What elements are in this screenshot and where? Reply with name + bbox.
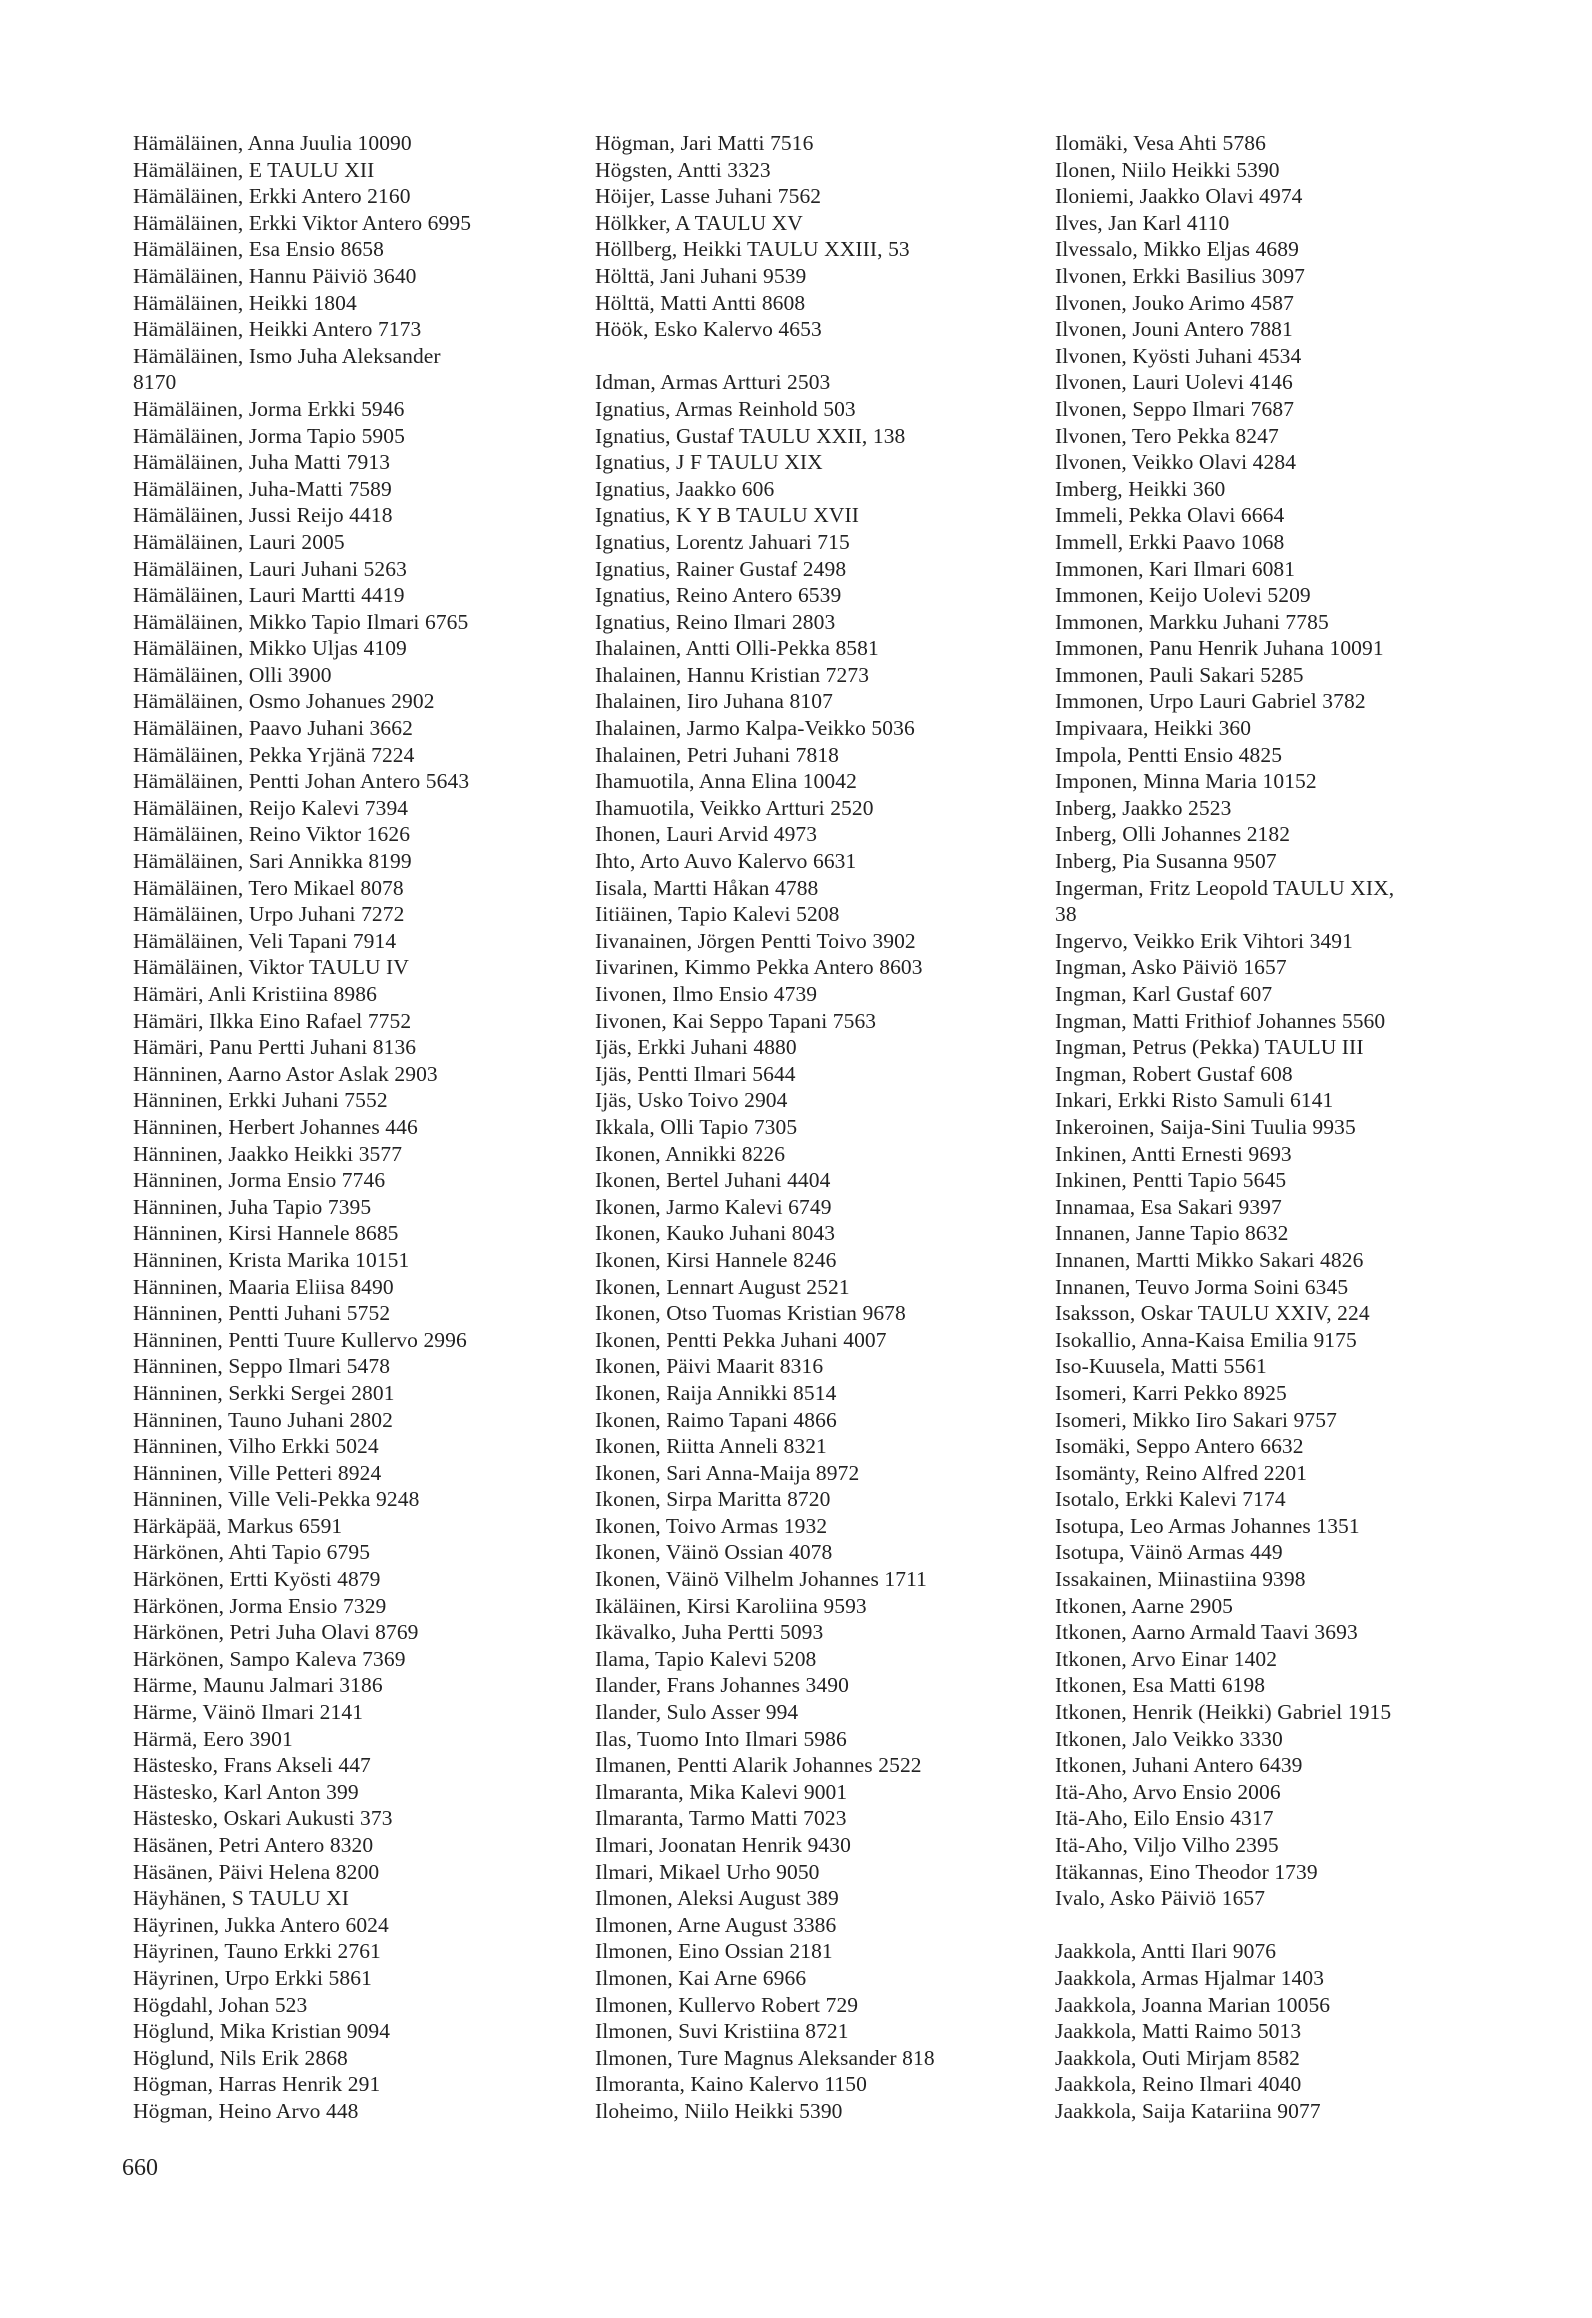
index-entry: Hämäläinen, Sari Annikka 8199 <box>133 849 412 874</box>
index-entry: Hölttä, Matti Antti 8608 <box>595 290 806 315</box>
index-entry: Hämäläinen, Lauri 2005 <box>133 529 345 554</box>
index-entry: Hämäri, Ilkka Eino Rafael 7752 <box>133 1008 412 1033</box>
index-entry: Hölkker, A TAULU XV <box>595 210 803 235</box>
index-entry: Ilmonen, Eino Ossian 2181 <box>595 1939 833 1964</box>
index-entry: Inkari, Erkki Risto Samuli 6141 <box>1055 1088 1334 1113</box>
index-entry: Inkeroinen, Saija-Sini Tuulia 9935 <box>1055 1114 1356 1139</box>
index-entry: Härkönen, Jorma Ensio 7329 <box>133 1593 387 1618</box>
index-entry: Höglund, Nils Erik 2868 <box>133 2045 348 2070</box>
index-entry: Ikonen, Riitta Anneli 8321 <box>595 1434 827 1459</box>
index-entry: Häsänen, Päivi Helena 8200 <box>133 1859 380 1884</box>
index-entry: Hänninen, Tauno Juhani 2802 <box>133 1407 393 1432</box>
index-entry: Ilvonen, Tero Pekka 8247 <box>1055 423 1279 448</box>
index-entry: Hämäläinen, Mikko Uljas 4109 <box>133 636 407 661</box>
index-entry: Isomeri, Karri Pekko 8925 <box>1055 1380 1287 1405</box>
index-column-3 <box>1055 130 1555 2125</box>
index-entry: Ilmonen, Ture Magnus Aleksander 818 <box>595 2045 935 2070</box>
index-entry: Issakainen, Miinastiina 9398 <box>1055 1567 1306 1592</box>
index-entry: Itäkannas, Eino Theodor 1739 <box>1055 1859 1318 1884</box>
index-entry: Ikonen, Annikki 8226 <box>595 1141 786 1166</box>
index-entry: Ikonen, Sirpa Maritta 8720 <box>595 1487 831 1512</box>
index-entry: Ingman, Petrus (Pekka) TAULU III <box>1055 1035 1364 1060</box>
index-entry: Ivalo, Asko Päiviö 1657 <box>1055 1886 1266 1911</box>
index-entry: Hämäläinen, Olli 3900 <box>133 662 332 687</box>
index-entry: Hämäläinen, Reino Viktor 1626 <box>133 822 411 847</box>
index-entry: Iloheimo, Niilo Heikki 5390 <box>595 2098 843 2123</box>
index-entry: Hämäläinen, Hannu Päiviö 3640 <box>133 263 417 288</box>
index-entry: Hämäläinen, Jorma Tapio 5905 <box>133 423 405 448</box>
index-entry: Ignatius, K Y B TAULU XVII <box>595 503 860 528</box>
index-entry: Impivaara, Heikki 360 <box>1055 716 1252 741</box>
index-entry: Itä-Aho, Viljo Vilho 2395 <box>1055 1833 1279 1857</box>
index-entry: Hänninen, Jorma Ensio 7746 <box>133 1168 386 1193</box>
index-entry: Ikonen, Kauko Juhani 8043 <box>595 1221 836 1246</box>
index-entry: Isaksson, Oskar TAULU XXIV, 224 <box>1055 1301 1370 1326</box>
index-entry: Hämäläinen, E TAULU XII <box>133 157 375 182</box>
index-entry: Härmä, Eero 3901 <box>133 1726 293 1751</box>
index-entry: Jaakkola, Reino Ilmari 4040 <box>1055 2072 1302 2097</box>
index-entry: Hämäläinen, Veli Tapani 7914 <box>133 928 397 953</box>
index-entry: Immonen, Keijo Uolevi 5209 <box>1055 583 1311 608</box>
index-entry: Isotalo, Erkki Kalevi 7174 <box>1055 1487 1286 1512</box>
index-entry: Ingervo, Veikko Erik Vihtori 3491 <box>1055 928 1354 953</box>
index-entry: Ilvonen, Jouni Antero 7881 <box>1055 317 1293 342</box>
index-entry: Hämäläinen, Jussi Reijo 4418 <box>133 503 393 528</box>
index-entry: Hänninen, Pentti Tuure Kullervo 2996 <box>133 1327 467 1352</box>
index-entry: Ikonen, Lennart August 2521 <box>595 1274 850 1299</box>
index-entry: Högdahl, Johan 523 <box>133 1992 308 2017</box>
index-entry: Inkinen, Pentti Tapio 5645 <box>1055 1168 1287 1193</box>
index-entry: Hämäläinen, Anna Juulia 10090 <box>133 131 412 155</box>
index-entry: Ihalainen, Jarmo Kalpa-Veikko 5036 <box>595 716 915 741</box>
index-entry: Häyhänen, S TAULU XI <box>133 1886 350 1911</box>
index-column-1 <box>133 130 573 2125</box>
index-entry: Ilvonen, Kyösti Juhani 4534 <box>1055 343 1302 368</box>
index-entry: Ihalainen, Petri Juhani 7818 <box>595 742 840 767</box>
index-entry: Isotupa, Väinö Armas 449 <box>1055 1540 1283 1565</box>
index-entry: Härkäpää, Markus 6591 <box>133 1513 343 1538</box>
index-entry: Imberg, Heikki 360 <box>1055 476 1226 501</box>
index-entry: Ilves, Jan Karl 4110 <box>1055 210 1230 235</box>
index-entry: Ingman, Matti Frithiof Johannes 5560 <box>1055 1008 1386 1033</box>
index-entry: Itkonen, Aarno Armald Taavi 3693 <box>1055 1620 1358 1645</box>
index-entry: Ikonen, Pentti Pekka Juhani 4007 <box>595 1327 887 1352</box>
index-entry: Ihalainen, Antti Olli-Pekka 8581 <box>595 636 879 661</box>
index-entry: Hämäläinen, Juha-Matti 7589 <box>133 476 392 501</box>
index-entry: Hästesko, Oskari Aukusti 373 <box>133 1806 393 1831</box>
index-entry: Härkönen, Ahti Tapio 6795 <box>133 1540 371 1565</box>
index-entry: Imponen, Minna Maria 10152 <box>1055 769 1317 794</box>
index-entry: Ilmari, Mikael Urho 9050 <box>595 1859 820 1884</box>
index-entry: Ihalainen, Iiro Juhana 8107 <box>595 689 833 714</box>
index-entry: Hänninen, Serkki Sergei 2801 <box>133 1380 395 1405</box>
index-entry: Ikonen, Kirsi Hannele 8246 <box>595 1247 837 1272</box>
index-entry: Inberg, Olli Johannes 2182 <box>1055 822 1291 847</box>
index-entry: Impola, Pentti Ensio 4825 <box>1055 742 1283 767</box>
index-entry: Ilmonen, Kullervo Robert 729 <box>595 1992 859 2017</box>
index-entry: Ilmonen, Kai Arne 6966 <box>595 1965 807 1990</box>
index-entry: Jaakkola, Matti Raimo 5013 <box>1055 2019 1302 2044</box>
index-entry: Ikonen, Sari Anna-Maija 8972 <box>595 1460 860 1485</box>
index-entry: Jaakkola, Joanna Marian 10056 <box>1055 1992 1331 2017</box>
index-entry: Häsänen, Petri Antero 8320 <box>133 1833 374 1857</box>
index-entry: Hämäläinen, Heikki Antero 7173 <box>133 317 422 342</box>
index-entry: 38 <box>1055 902 1077 927</box>
index-entry: Ilmanen, Pentti Alarik Johannes 2522 <box>595 1753 922 1778</box>
index-entry: Hänninen, Ville Veli-Pekka 9248 <box>133 1487 420 1512</box>
index-entry: Ikonen, Toivo Armas 1932 <box>595 1513 828 1538</box>
index-entry: Ikonen, Väinö Vilhelm Johannes 1711 <box>595 1567 928 1592</box>
index-entry: Ilmonen, Suvi Kristiina 8721 <box>595 2019 849 2044</box>
index-entry: Innamaa, Esa Sakari 9397 <box>1055 1194 1282 1219</box>
index-entry: Ikävalko, Juha Pertti 5093 <box>595 1620 824 1645</box>
index-entry: Ikonen, Bertel Juhani 4404 <box>595 1168 831 1193</box>
index-entry: Immonen, Panu Henrik Juhana 10091 <box>1055 636 1384 661</box>
index-entry: Hämäläinen, Reijo Kalevi 7394 <box>133 795 409 820</box>
index-entry: Iivonen, Ilmo Ensio 4739 <box>595 982 818 1006</box>
index-entry: Högman, Heino Arvo 448 <box>133 2098 359 2123</box>
index-entry: Itä-Aho, Eilo Ensio 4317 <box>1055 1806 1274 1831</box>
index-entry: Hänninen, Ville Petteri 8924 <box>133 1460 382 1485</box>
index-entry: Jaakkola, Antti Ilari 9076 <box>1055 1939 1277 1964</box>
index-entry: Itkonen, Juhani Antero 6439 <box>1055 1753 1303 1778</box>
index-entry: Ilmaranta, Tarmo Matti 7023 <box>595 1806 847 1831</box>
index-entry: Hänninen, Pentti Juhani 5752 <box>133 1301 391 1326</box>
index-entry: Härkönen, Sampo Kaleva 7369 <box>133 1646 406 1671</box>
index-entry: Ilvessalo, Mikko Eljas 4689 <box>1055 237 1299 262</box>
index-entry: Hämäläinen, Lauri Juhani 5263 <box>133 556 407 581</box>
index-entry: Höglund, Mika Kristian 9094 <box>133 2019 391 2044</box>
index-entry: Isomäki, Seppo Antero 6632 <box>1055 1434 1304 1459</box>
index-entry: Ihamuotila, Anna Elina 10042 <box>595 769 857 794</box>
index-entry: Hämäläinen, Ismo Juha Aleksander <box>133 343 441 368</box>
index-entry: Hämäläinen, Jorma Erkki 5946 <box>133 396 405 421</box>
index-entry: Ignatius, Jaakko 606 <box>595 476 775 501</box>
index-entry: Ilmoranta, Kaino Kalervo 1150 <box>595 2072 867 2097</box>
index-entry: Ilmonen, Aleksi August 389 <box>595 1886 839 1911</box>
index-entry: Ilama, Tapio Kalevi 5208 <box>595 1646 817 1671</box>
index-entry: Ilvonen, Erkki Basilius 3097 <box>1055 263 1306 288</box>
index-entry: Inberg, Pia Susanna 9507 <box>1055 849 1277 874</box>
index-entry: Ilander, Frans Johannes 3490 <box>595 1673 849 1698</box>
index-entry: Hämäläinen, Esa Ensio 8658 <box>133 237 384 262</box>
index-entry: Hölttä, Jani Juhani 9539 <box>595 263 807 288</box>
index-entry: Itkonen, Esa Matti 6198 <box>1055 1673 1266 1698</box>
index-entry: Isotupa, Leo Armas Johannes 1351 <box>1055 1513 1360 1538</box>
index-entry: Ilvonen, Seppo Ilmari 7687 <box>1055 396 1295 421</box>
index-entry: Hänninen, Seppo Ilmari 5478 <box>133 1354 391 1379</box>
index-entry: Ilomäki, Vesa Ahti 5786 <box>1055 131 1266 155</box>
index-entry: Höllberg, Heikki TAULU XXIII, 53 <box>595 237 910 262</box>
index-entry: Ihalainen, Hannu Kristian 7273 <box>595 662 870 687</box>
index-entry: Ignatius, Rainer Gustaf 2498 <box>595 556 847 581</box>
index-entry: Immonen, Markku Juhani 7785 <box>1055 609 1329 634</box>
index-entry: Jaakkola, Saija Katariina 9077 <box>1055 2098 1321 2123</box>
index-entry: Immonen, Urpo Lauri Gabriel 3782 <box>1055 689 1366 714</box>
index-entry: Högman, Harras Henrik 291 <box>133 2072 381 2097</box>
index-entry: Idman, Armas Artturi 2503 <box>595 370 831 395</box>
index-entry: Ikonen, Jarmo Kalevi 6749 <box>595 1194 832 1219</box>
index-entry: Ignatius, Armas Reinhold 503 <box>595 396 856 421</box>
index-entry: Ilmaranta, Mika Kalevi 9001 <box>595 1779 848 1804</box>
index-entry: Hämäläinen, Mikko Tapio Ilmari 6765 <box>133 609 469 634</box>
index-entry: Ikonen, Otso Tuomas Kristian 9678 <box>595 1301 906 1326</box>
index-entry: Ilvonen, Veikko Olavi 4284 <box>1055 450 1297 475</box>
index-entry: Hämäri, Panu Pertti Juhani 8136 <box>133 1035 417 1060</box>
index-entry: Ihto, Arto Auvo Kalervo 6631 <box>595 849 857 874</box>
index-entry: Ikonen, Väinö Ossian 4078 <box>595 1540 833 1565</box>
index-entry: Ignatius, J F TAULU XIX <box>595 450 823 475</box>
index-entry: Härme, Väinö Ilmari 2141 <box>133 1700 364 1725</box>
index-entry: Iisala, Martti Håkan 4788 <box>595 875 819 900</box>
index-entry: Ikonen, Päivi Maarit 8316 <box>595 1354 824 1379</box>
index-entry: Hämäläinen, Tero Mikael 8078 <box>133 875 404 900</box>
index-entry: Innanen, Janne Tapio 8632 <box>1055 1221 1289 1246</box>
index-entry: Itkonen, Henrik (Heikki) Gabriel 1915 <box>1055 1700 1392 1725</box>
index-entry: Ilas, Tuomo Into Ilmari 5986 <box>595 1726 847 1751</box>
letter-gap <box>595 343 1035 370</box>
page-number: 660 <box>122 2155 158 2181</box>
index-entry: Inkinen, Antti Ernesti 9693 <box>1055 1141 1292 1166</box>
index-entry: Ilmari, Joonatan Henrik 9430 <box>595 1833 851 1857</box>
index-entry: Iloniemi, Jaakko Olavi 4974 <box>1055 184 1303 209</box>
index-entry: Ilvonen, Jouko Arimo 4587 <box>1055 290 1294 315</box>
index-entry: Ignatius, Lorentz Jahuari 715 <box>595 529 850 554</box>
index-entry: Itkonen, Arvo Einar 1402 <box>1055 1646 1278 1671</box>
index-entry: Ignatius, Reino Antero 6539 <box>595 583 842 608</box>
index-entry: Hämäläinen, Pentti Johan Antero 5643 <box>133 769 470 794</box>
index-entry: Immonen, Pauli Sakari 5285 <box>1055 662 1304 687</box>
index-entry: Ihonen, Lauri Arvid 4973 <box>595 822 818 847</box>
index-entry: Isomeri, Mikko Iiro Sakari 9757 <box>1055 1407 1337 1432</box>
index-entry: Ilvonen, Lauri Uolevi 4146 <box>1055 370 1293 395</box>
index-entry: Hämäläinen, Erkki Antero 2160 <box>133 184 411 209</box>
index-entry: Ignatius, Reino Ilmari 2803 <box>595 609 836 634</box>
index-entry: Hämäläinen, Viktor TAULU IV <box>133 955 409 980</box>
index-entry: Iitiäinen, Tapio Kalevi 5208 <box>595 902 840 927</box>
index-entry: Hämäläinen, Lauri Martti 4419 <box>133 583 405 608</box>
index-entry: Ingman, Robert Gustaf 608 <box>1055 1061 1293 1086</box>
index-entry: Höijer, Lasse Juhani 7562 <box>595 184 822 209</box>
index-entry: Hämäri, Anli Kristiina 8986 <box>133 982 377 1006</box>
index-entry: Iso-Kuusela, Matti 5561 <box>1055 1354 1267 1379</box>
index-entry: Häyrinen, Jukka Antero 6024 <box>133 1912 389 1937</box>
index-entry: Ijäs, Erkki Juhani 4880 <box>595 1035 797 1060</box>
index-entry: Ikonen, Raimo Tapani 4866 <box>595 1407 837 1432</box>
index-entry: Ilonen, Niilo Heikki 5390 <box>1055 157 1280 182</box>
index-entry: Hänninen, Juha Tapio 7395 <box>133 1194 372 1219</box>
index-entry: Ignatius, Gustaf TAULU XXII, 138 <box>595 423 906 448</box>
index-entry: 8170 <box>133 370 177 395</box>
index-entry: Ilander, Sulo Asser 994 <box>595 1700 799 1725</box>
index-entry: Hänninen, Krista Marika 10151 <box>133 1247 410 1272</box>
index-entry: Hänninen, Kirsi Hannele 8685 <box>133 1221 399 1246</box>
index-entry: Ijäs, Pentti Ilmari 5644 <box>595 1061 796 1086</box>
index-entry: Ingman, Karl Gustaf 607 <box>1055 982 1273 1006</box>
index-entry: Hänninen, Jaakko Heikki 3577 <box>133 1141 403 1166</box>
index-entry: Hästesko, Frans Akseli 447 <box>133 1753 371 1778</box>
index-entry: Jaakkola, Outi Mirjam 8582 <box>1055 2045 1301 2070</box>
index-entry: Häyrinen, Tauno Erkki 2761 <box>133 1939 381 1964</box>
index-entry: Härme, Maunu Jalmari 3186 <box>133 1673 383 1698</box>
index-entry: Iivonen, Kai Seppo Tapani 7563 <box>595 1008 877 1033</box>
index-entry: Ijäs, Usko Toivo 2904 <box>595 1088 788 1113</box>
index-entry: Ingerman, Fritz Leopold TAULU XIX, <box>1055 875 1395 900</box>
index-entry: Itä-Aho, Arvo Ensio 2006 <box>1055 1779 1281 1804</box>
index-entry: Hämäläinen, Osmo Johanues 2902 <box>133 689 435 714</box>
index-entry: Innanen, Martti Mikko Sakari 4826 <box>1055 1247 1364 1272</box>
index-entry: Hämäläinen, Erkki Viktor Antero 6995 <box>133 210 472 235</box>
index-entry: Hänninen, Aarno Astor Aslak 2903 <box>133 1061 438 1086</box>
index-entry: Isomänty, Reino Alfred 2201 <box>1055 1460 1308 1485</box>
letter-gap <box>1055 1912 1555 1939</box>
index-entry: Ihamuotila, Veikko Artturi 2520 <box>595 795 874 820</box>
index-entry: Hänninen, Erkki Juhani 7552 <box>133 1088 388 1113</box>
index-entry: Inberg, Jaakko 2523 <box>1055 795 1232 820</box>
index-entry: Högsten, Antti 3323 <box>595 157 771 182</box>
index-entry: Ikäläinen, Kirsi Karoliina 9593 <box>595 1593 867 1618</box>
index-entry: Ikonen, Raija Annikki 8514 <box>595 1380 837 1405</box>
index-entry: Härkönen, Petri Juha Olavi 8769 <box>133 1620 419 1645</box>
index-entry: Härkönen, Ertti Kyösti 4879 <box>133 1567 381 1592</box>
index-entry: Ikkala, Olli Tapio 7305 <box>595 1114 798 1139</box>
index-entry: Hänninen, Herbert Johannes 446 <box>133 1114 418 1139</box>
index-entry: Itkonen, Aarne 2905 <box>1055 1593 1234 1618</box>
index-entry: Immeli, Pekka Olavi 6664 <box>1055 503 1285 528</box>
index-entry: Jaakkola, Armas Hjalmar 1403 <box>1055 1965 1325 1990</box>
index-entry: Immell, Erkki Paavo 1068 <box>1055 529 1285 554</box>
index-entry: Immonen, Kari Ilmari 6081 <box>1055 556 1296 581</box>
index-entry: Hästesko, Karl Anton 399 <box>133 1779 359 1804</box>
index-entry: Hämäläinen, Heikki 1804 <box>133 290 357 315</box>
index-entry: Hämäläinen, Juha Matti 7913 <box>133 450 391 475</box>
index-entry: Iivarinen, Kimmo Pekka Antero 8603 <box>595 955 923 980</box>
index-entry: Höök, Esko Kalervo 4653 <box>595 317 822 342</box>
index-entry: Hänninen, Maaria Eliisa 8490 <box>133 1274 394 1299</box>
index-entry: Högman, Jari Matti 7516 <box>595 131 814 155</box>
index-entry: Ilmonen, Arne August 3386 <box>595 1912 837 1937</box>
index-entry: Häyrinen, Urpo Erkki 5861 <box>133 1965 372 1990</box>
index-entry: Itkonen, Jalo Veikko 3330 <box>1055 1726 1283 1751</box>
index-entry: Isokallio, Anna-Kaisa Emilia 9175 <box>1055 1327 1357 1352</box>
index-entry: Innanen, Teuvo Jorma Soini 6345 <box>1055 1274 1349 1299</box>
index-entry: Hämäläinen, Pekka Yrjänä 7224 <box>133 742 415 767</box>
index-entry: Hämäläinen, Urpo Juhani 7272 <box>133 902 405 927</box>
index-entry: Hänninen, Vilho Erkki 5024 <box>133 1434 379 1459</box>
index-entry: Hämäläinen, Paavo Juhani 3662 <box>133 716 413 741</box>
index-entry: Ingman, Asko Päiviö 1657 <box>1055 955 1287 980</box>
index-column-2 <box>595 130 1035 2125</box>
index-entry: Iivanainen, Jörgen Pentti Toivo 3902 <box>595 928 916 953</box>
